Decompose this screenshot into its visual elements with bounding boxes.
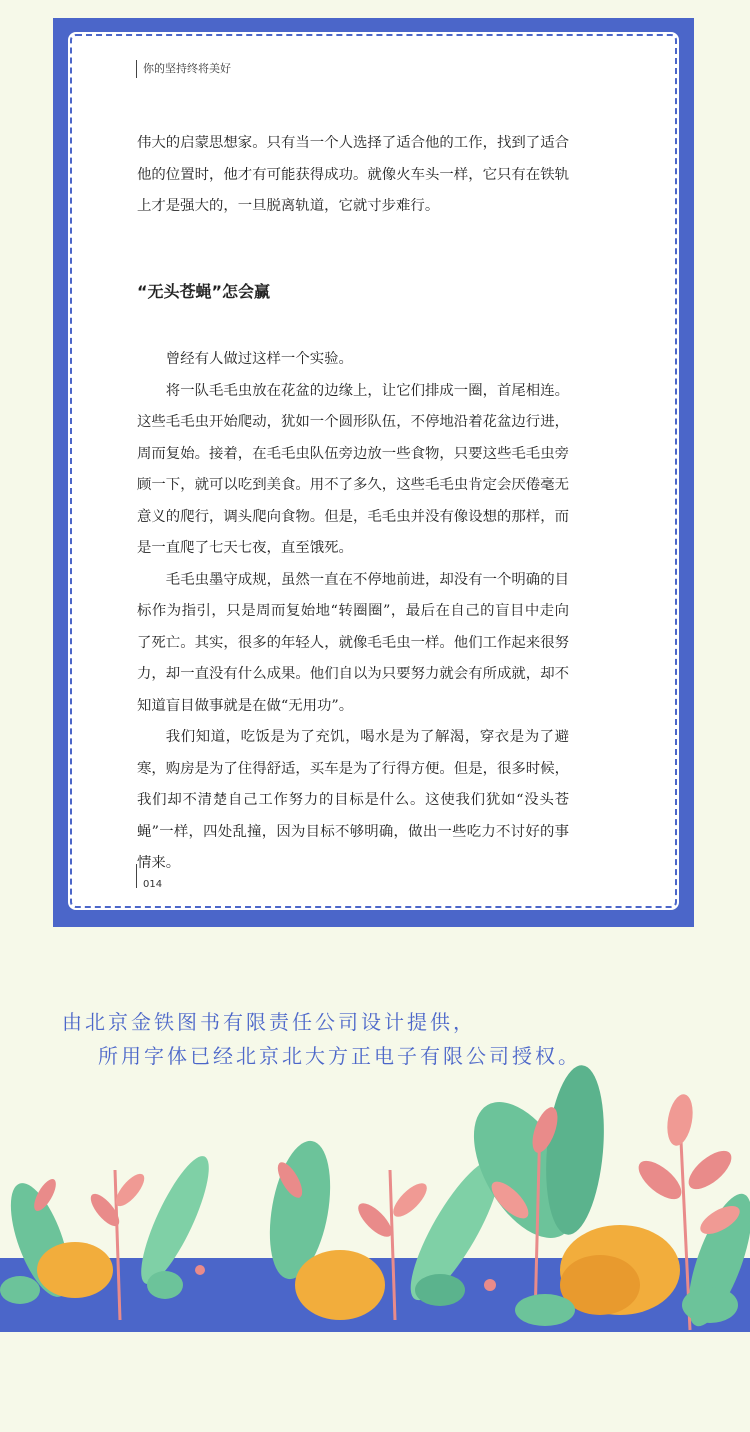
pink-leaf [664, 1092, 697, 1147]
page-number: 014 [136, 864, 162, 888]
paragraph: 曾经有人做过这样一个实验。 [165, 351, 353, 367]
body-text [137, 344, 569, 880]
grass-clump [415, 1274, 465, 1306]
grass-clump [0, 1276, 40, 1304]
clover-icon [484, 1279, 496, 1291]
credit-line-1: 由北京金铁图书有限责任公司设计提供， [62, 1010, 476, 1034]
paragraph: 伟大的启蒙思想家。只有当一个人选择了适合他的工作，找到了适合他的位置时，他才有可能获得成功。就像火车头一样，它只有在铁轨上才是强大的，一旦脱离轨道，它就寸步难行。 [137, 135, 569, 214]
green-leaf [129, 1149, 221, 1291]
section-heading: “无头苍蝇”怎会赢 [137, 282, 271, 301]
intro-paragraph [137, 128, 569, 223]
grass-clump [147, 1271, 183, 1299]
credit-line-2: 所用字体已经北京北大方正电子有限公司授权。 [98, 1044, 581, 1068]
paragraph: 我们知道，吃饭是为了充饥，喝水是为了解渴，穿衣是为了避寒，购房是为了住得舒适，买车是为了行得方便。但是，很多时候，我们却不清楚自己工作努力的目标是什么。这使我们犹如“没头苍蝇”一样，四处乱撞，因为目标不够明确，做出一些吃力不讨好的事情来。 [137, 729, 569, 871]
plant-illustration [0, 1060, 750, 1350]
grass-clump [682, 1287, 738, 1323]
grass-clump [515, 1294, 575, 1326]
pink-leaf [388, 1178, 432, 1222]
paragraph: 毛毛虫墨守成规，虽然一直在不停地前进，却没有一个明确的目标作为指引，只是周而复始地“转圈圈”，最后在自己的盲目中走向了死亡。其实，很多的年轻人，就像毛毛虫一样。他们工作起来很努力，却一直没有什么成果。他们自以为只要努力就会有所成就，却不知道盲目做事就是在做“无用功”。 [137, 571, 569, 714]
orange-leaf [295, 1250, 385, 1320]
paragraph: 将一队毛毛虫放在花盆的边缘上，让它们排成一圈，首尾相连。这些毛毛虫开始爬动，犹如一个圆形队伍，不停地沿着花盆边行进，周而复始。接着，在毛毛虫队伍旁边放一些食物，只要这些毛毛虫旁顾一下，就可以吃到美食。用不了多久，这些毛毛虫肯定会厌倦毫无意义的爬行，调头爬向食物。但是，毛毛虫并没有像设想的那样，而是一直爬了七天七夜，直至饿死。 [137, 382, 569, 556]
pink-leaf [632, 1154, 687, 1206]
orange-leaf [37, 1242, 113, 1298]
running-header: 你的坚持终将美好 [136, 60, 231, 78]
clover-icon [195, 1265, 205, 1275]
stem [390, 1170, 395, 1320]
pink-leaf [682, 1144, 737, 1196]
